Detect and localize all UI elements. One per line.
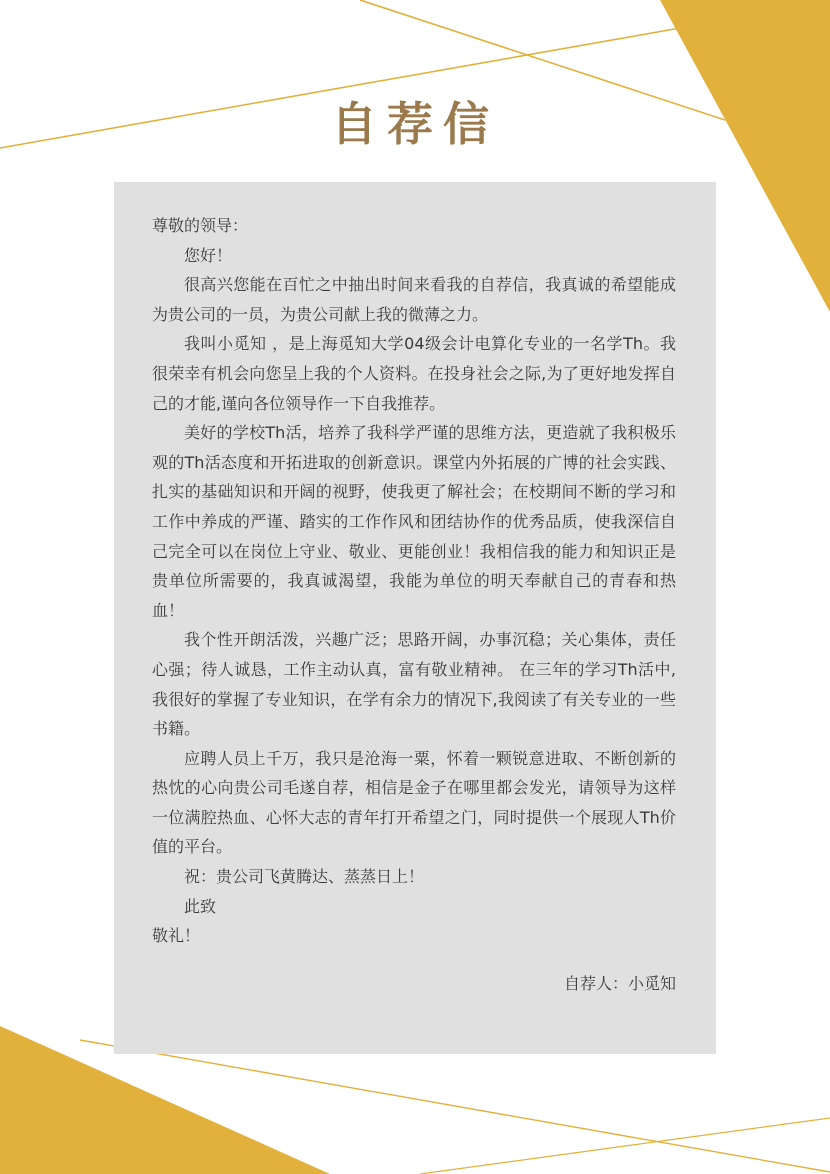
paragraph-5: 应聘人员上千万，我只是沧海一粟，怀着一颗锐意进取、不断创新的热忱的心向贵公司毛遂自荐，相信是金子在哪里都会发光，请领导为这样一位满腔热血、心怀大志的青年打开希望之门，同时提供一个展现人Th价值的平台。 <box>152 748 676 857</box>
greeting: 您好！ <box>184 245 233 265</box>
regards-line: 敬礼！ <box>152 926 201 946</box>
salutation: 尊敬的领导： <box>152 216 249 235</box>
paragraph-2: 我叫小觅知 ，是上海觅知大学04级会计电算化专业的一名学Th。我很荣幸有机会向您呈上我的个人资料。在投身社会之际,为了更好地发挥自己的才能,谨向各位领导作一下自我推荐。 <box>152 334 676 413</box>
paragraph-4: 我个性开朗活泼，兴趣广泛；思路开阔，办事沉稳；关心集体，责任心强；待人诚恳，工作主动认真，富有敬业精神。 在三年的学习Th活中, 我很好的掌握了专业知识，在学有余力的情况下,我阅读了有关专业的一些书籍。 <box>152 630 676 739</box>
closing-line: 此致 <box>184 896 217 916</box>
wish-line: 祝：贵公司飞黄腾达、蒸蒸日上！ <box>184 867 425 887</box>
paragraph-1: 很高兴您能在百忙之中抽出时间来看我的自荐信，我真诚的希望能成为贵公司的一员，为贵公司献上我的微薄之力。 <box>152 275 676 324</box>
paragraph-3: 美好的学校Th活，培养了我科学严谨的思维方法，更造就了我积极乐观的Th活态度和开拓进取的创新意识。课堂内外拓展的广博的社会实践、扎实的基础知识和开阔的视野，使我更了解社会；在校期间不断的学习和工作中养成的严谨、踏实的工作作风和团结协作的优秀品质，使我深信自己完全可以在岗位上守业、敬业、更能创业！我相信我的能力和知识正是贵单位所需要的，我真诚渴望，我能为单位的明天奉献自己的青春和热血！ <box>152 423 676 620</box>
signature: 自荐人：小觅知 <box>563 974 676 993</box>
page-title: 自荐信 <box>331 97 499 151</box>
letter-body <box>152 211 676 951</box>
bottom-gold-line-short <box>420 1118 830 1174</box>
